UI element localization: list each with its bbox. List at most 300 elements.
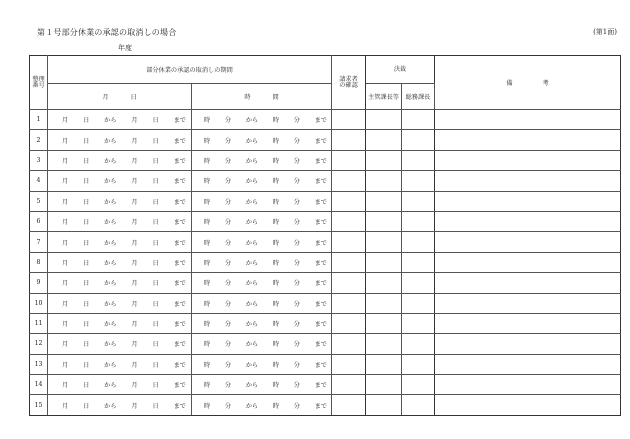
staff-approval-cell[interactable]	[402, 354, 435, 374]
time-part: まで	[314, 157, 327, 165]
date-part: 日	[152, 198, 159, 206]
date-part: まで	[173, 341, 186, 349]
time-part: 分	[224, 239, 232, 247]
header-period: 部分休業の承認の取消しの期間	[48, 56, 332, 84]
date-range-cell[interactable]	[48, 313, 192, 333]
time-part: 分	[293, 361, 300, 369]
time-part: 分	[293, 157, 300, 165]
time-range-cell[interactable]	[192, 334, 332, 354]
time-range-cell[interactable]	[192, 395, 332, 415]
time-part: 時	[272, 382, 279, 390]
remarks-cell[interactable]	[435, 293, 621, 313]
date-range-cell[interactable]	[48, 252, 192, 272]
manager-approval-cell[interactable]	[366, 273, 402, 293]
applicant-confirm-cell[interactable]	[332, 150, 366, 170]
date-range-cell[interactable]	[48, 110, 192, 130]
date-part: 日	[152, 321, 159, 329]
manager-approval-cell[interactable]	[366, 375, 402, 395]
date-part: 月	[131, 239, 138, 247]
applicant-confirm-cell[interactable]	[332, 171, 366, 191]
staff-approval-cell[interactable]	[402, 313, 435, 333]
time-part: から	[245, 239, 259, 247]
staff-approval-cell[interactable]	[402, 232, 435, 252]
time-part: 分	[224, 157, 232, 165]
time-part: 分	[224, 280, 232, 288]
table-row	[30, 252, 621, 272]
time-part: まで	[314, 239, 327, 247]
manager-approval-cell[interactable]	[366, 211, 402, 231]
time-part: 時	[204, 157, 211, 165]
row-number: 14	[30, 375, 48, 395]
staff-approval-cell[interactable]	[402, 334, 435, 354]
time-part: 時	[204, 219, 211, 227]
date-part: 日	[83, 341, 90, 349]
date-part: 日	[83, 402, 90, 410]
time-part: から	[245, 137, 259, 145]
time-range-cell[interactable]	[192, 252, 332, 272]
date-range-cell[interactable]	[48, 171, 192, 191]
date-part: から	[104, 137, 117, 145]
date-part: 日	[83, 157, 90, 165]
date-part: 日	[83, 137, 90, 145]
manager-approval-cell[interactable]	[366, 171, 402, 191]
row-number: 15	[30, 395, 48, 415]
time-part: 時	[272, 198, 279, 206]
time-part: 分	[293, 219, 300, 227]
table-row	[30, 334, 621, 354]
date-part: 月	[131, 361, 138, 369]
date-part: 日	[152, 137, 159, 145]
row-number: 13	[30, 354, 48, 374]
time-part: まで	[314, 137, 327, 145]
date-part: 日	[83, 117, 90, 125]
date-part: まで	[173, 259, 186, 267]
date-range-cell[interactable]	[48, 232, 192, 252]
date-part: 月	[131, 219, 138, 227]
date-range-cell[interactable]	[48, 273, 192, 293]
time-part: 分	[224, 259, 232, 267]
time-part: 時	[272, 259, 279, 267]
remarks-cell[interactable]	[435, 354, 621, 374]
date-part: 月	[62, 259, 69, 267]
time-part: 分	[293, 198, 300, 206]
time-part: 分	[224, 178, 232, 186]
remarks-cell[interactable]	[435, 313, 621, 333]
time-part: まで	[314, 361, 327, 369]
time-part: 分	[224, 198, 232, 206]
time-part: まで	[314, 300, 327, 308]
time-part: まで	[314, 382, 327, 390]
time-part: 分	[293, 259, 300, 267]
time-part: 時	[272, 300, 279, 308]
date-part: 月	[62, 361, 69, 369]
table-row	[30, 293, 621, 313]
table-row	[30, 130, 621, 150]
time-part: から	[245, 198, 259, 206]
date-part: 月	[131, 280, 138, 288]
time-part: 時	[272, 137, 279, 145]
date-part: 月	[62, 280, 69, 288]
date-part: 日	[152, 178, 159, 186]
time-part: から	[245, 300, 259, 308]
header-manager: 主管課長等	[366, 84, 402, 110]
row-number: 3	[30, 150, 48, 170]
date-part: 月	[62, 321, 69, 329]
staff-approval-cell[interactable]	[402, 150, 435, 170]
time-part: 時	[272, 117, 279, 125]
time-part: まで	[314, 321, 327, 329]
date-part: から	[104, 157, 117, 165]
manager-approval-cell[interactable]	[366, 232, 402, 252]
remarks-cell[interactable]	[435, 375, 621, 395]
date-part: 月	[131, 117, 138, 125]
remarks-cell[interactable]	[435, 252, 621, 272]
date-part: 日	[152, 157, 159, 165]
manager-approval-cell[interactable]	[366, 334, 402, 354]
time-range-cell[interactable]	[192, 110, 332, 130]
date-part: まで	[173, 300, 186, 308]
staff-approval-cell[interactable]	[402, 110, 435, 130]
table-row	[30, 273, 621, 293]
date-part: 日	[83, 219, 90, 227]
row-number: 9	[30, 273, 48, 293]
time-part: まで	[314, 259, 327, 267]
time-range-cell[interactable]	[192, 150, 332, 170]
time-part: 時	[204, 361, 211, 369]
date-part: まで	[173, 198, 186, 206]
time-range-cell[interactable]	[192, 171, 332, 191]
time-part: 時	[204, 137, 211, 145]
time-part: 分	[293, 280, 300, 288]
time-part: 分	[293, 178, 300, 186]
header-decision: 決裁	[366, 56, 435, 84]
manager-approval-cell[interactable]	[366, 191, 402, 211]
staff-approval-cell[interactable]	[402, 375, 435, 395]
header-staff: 総務課長	[402, 84, 435, 110]
time-range-cell[interactable]	[192, 354, 332, 374]
date-part: から	[104, 402, 117, 410]
time-part: 時	[204, 259, 211, 267]
time-range-cell[interactable]	[192, 130, 332, 150]
manager-approval-cell[interactable]	[366, 150, 402, 170]
time-part: から	[245, 157, 259, 165]
time-part: 分	[224, 219, 232, 227]
time-part: 時	[204, 280, 211, 288]
date-part: 月	[131, 300, 138, 308]
manager-approval-cell[interactable]	[366, 130, 402, 150]
date-range-cell[interactable]	[48, 150, 192, 170]
date-range-cell[interactable]	[48, 191, 192, 211]
time-part: 分	[224, 382, 232, 390]
remarks-cell[interactable]	[435, 171, 621, 191]
time-part: 分	[224, 402, 232, 410]
time-part: から	[245, 341, 259, 349]
date-range-cell[interactable]	[48, 354, 192, 374]
date-part: まで	[173, 382, 186, 390]
date-part: 日	[152, 300, 159, 308]
document-title: 第１号部分休業の承認の取消しの場合	[37, 28, 177, 37]
date-part: 月	[131, 178, 138, 186]
remarks-cell[interactable]	[435, 211, 621, 231]
time-part: 時	[272, 178, 279, 186]
page-label: (第1面)	[593, 28, 617, 36]
date-range-cell[interactable]	[48, 211, 192, 231]
remarks-cell[interactable]	[435, 110, 621, 130]
staff-approval-cell[interactable]	[402, 395, 435, 415]
time-part: から	[245, 361, 259, 369]
date-part: から	[104, 198, 117, 206]
row-number: 4	[30, 171, 48, 191]
date-part: 月	[131, 341, 138, 349]
staff-approval-cell[interactable]	[402, 171, 435, 191]
time-part: 時	[204, 341, 211, 349]
time-part: 分	[224, 137, 232, 145]
time-part: 分	[293, 137, 300, 145]
row-number: 8	[30, 252, 48, 272]
applicant-confirm-cell[interactable]	[332, 130, 366, 150]
applicant-confirm-cell[interactable]	[332, 232, 366, 252]
date-part: 月	[62, 157, 69, 165]
date-part: から	[104, 239, 117, 247]
date-range-cell[interactable]	[48, 395, 192, 415]
date-part: まで	[173, 402, 186, 410]
date-part: 月	[62, 178, 69, 186]
date-part: 日	[152, 239, 159, 247]
time-part: 時	[204, 178, 211, 186]
time-part: 分	[293, 402, 300, 410]
date-part: 月	[131, 402, 138, 410]
time-part: 分	[224, 117, 232, 125]
date-part: 日	[152, 382, 159, 390]
date-part: 月	[131, 321, 138, 329]
time-part: 時	[272, 219, 279, 227]
date-part: 日	[83, 239, 90, 247]
manager-approval-cell[interactable]	[366, 313, 402, 333]
remarks-cell[interactable]	[435, 150, 621, 170]
date-part: から	[104, 117, 117, 125]
date-part: 月	[131, 157, 138, 165]
table-row	[30, 191, 621, 211]
time-part: から	[245, 219, 259, 227]
header-applicant	[332, 56, 366, 110]
time-part: 分	[293, 341, 300, 349]
date-part: まで	[173, 178, 186, 186]
date-part: 月	[62, 300, 69, 308]
time-range-cell[interactable]	[192, 211, 332, 231]
date-part: まで	[173, 137, 186, 145]
time-part: 時	[204, 382, 211, 390]
row-number: 12	[30, 334, 48, 354]
date-part: 日	[83, 321, 90, 329]
time-part: 時	[272, 402, 279, 410]
date-part: から	[104, 361, 117, 369]
date-part: 日	[152, 341, 159, 349]
cancellation-register-table	[29, 55, 621, 416]
date-range-cell[interactable]	[48, 130, 192, 150]
time-part: まで	[314, 198, 327, 206]
remarks-cell[interactable]	[435, 130, 621, 150]
time-part: まで	[314, 219, 327, 227]
time-range-cell[interactable]	[192, 232, 332, 252]
date-part: 日	[83, 361, 90, 369]
remarks-cell[interactable]	[435, 232, 621, 252]
remarks-cell[interactable]	[435, 395, 621, 415]
remarks-cell[interactable]	[435, 334, 621, 354]
table-row	[30, 375, 621, 395]
date-part: まで	[173, 157, 186, 165]
date-part: から	[104, 219, 117, 227]
manager-approval-cell[interactable]	[366, 110, 402, 130]
table-row	[30, 171, 621, 191]
date-part: 月	[62, 219, 69, 227]
manager-approval-cell[interactable]	[366, 395, 402, 415]
date-part: 月	[62, 137, 69, 145]
date-part: まで	[173, 280, 186, 288]
time-part: 分	[293, 117, 300, 125]
header-remarks: 備 考	[435, 56, 621, 110]
time-part: 時	[204, 198, 211, 206]
time-part: 分	[293, 382, 300, 390]
time-part: 分	[224, 321, 232, 329]
table-row	[30, 354, 621, 374]
manager-approval-cell[interactable]	[366, 293, 402, 313]
header-applicant-line2: の確認	[339, 81, 358, 89]
manager-approval-cell[interactable]	[366, 354, 402, 374]
time-range-cell[interactable]	[192, 313, 332, 333]
row-number: 2	[30, 130, 48, 150]
time-part: から	[245, 402, 259, 410]
staff-approval-cell[interactable]	[402, 252, 435, 272]
applicant-confirm-cell[interactable]	[332, 191, 366, 211]
date-part: 月	[131, 198, 138, 206]
applicant-confirm-cell[interactable]	[332, 375, 366, 395]
date-part: から	[104, 300, 117, 308]
applicant-confirm-cell[interactable]	[332, 211, 366, 231]
date-part: 日	[83, 178, 90, 186]
time-part: 時	[272, 321, 279, 329]
table-row	[30, 395, 621, 415]
row-number: 11	[30, 313, 48, 333]
date-part: 月	[62, 402, 69, 410]
applicant-confirm-cell[interactable]	[332, 252, 366, 272]
row-number: 10	[30, 293, 48, 313]
applicant-confirm-cell[interactable]	[332, 313, 366, 333]
applicant-confirm-cell[interactable]	[332, 293, 366, 313]
date-part: 月	[62, 117, 69, 125]
header-number-line2: 番号	[32, 81, 45, 89]
time-part: 時	[204, 117, 211, 125]
time-part: 時	[204, 300, 211, 308]
time-part: 分	[293, 300, 300, 308]
date-part: まで	[173, 239, 186, 247]
date-range-cell[interactable]	[48, 334, 192, 354]
date-range-cell[interactable]	[48, 375, 192, 395]
date-part: から	[104, 382, 117, 390]
date-part: 月	[131, 259, 138, 267]
date-part: 月	[62, 382, 69, 390]
time-part: 分	[293, 239, 300, 247]
date-part: から	[104, 280, 117, 288]
staff-approval-cell[interactable]	[402, 130, 435, 150]
date-part: 日	[152, 219, 159, 227]
date-part: 日	[152, 361, 159, 369]
date-part: 日	[83, 259, 90, 267]
header-time: 時 間	[192, 84, 332, 110]
time-range-cell[interactable]	[192, 273, 332, 293]
time-part: 分	[224, 300, 232, 308]
time-part: から	[245, 259, 259, 267]
applicant-confirm-cell[interactable]	[332, 395, 366, 415]
row-number: 5	[30, 191, 48, 211]
time-part: 時	[272, 361, 279, 369]
year-label: 年度	[118, 44, 132, 52]
time-part: 分	[293, 321, 300, 329]
time-part: から	[245, 117, 259, 125]
row-number: 6	[30, 211, 48, 231]
date-part: まで	[173, 117, 186, 125]
staff-approval-cell[interactable]	[402, 293, 435, 313]
header-date: 月 日	[48, 84, 192, 110]
applicant-confirm-cell[interactable]	[332, 354, 366, 374]
table-row	[30, 313, 621, 333]
time-part: から	[245, 178, 259, 186]
date-part: 日	[83, 300, 90, 308]
date-part: 日	[152, 259, 159, 267]
date-part: 月	[62, 198, 69, 206]
time-range-cell[interactable]	[192, 293, 332, 313]
date-part: まで	[173, 361, 186, 369]
date-part: 日	[83, 382, 90, 390]
remarks-cell[interactable]	[435, 273, 621, 293]
time-part: から	[245, 382, 259, 390]
staff-approval-cell[interactable]	[402, 191, 435, 211]
date-part: から	[104, 341, 117, 349]
time-part: 時	[204, 321, 211, 329]
applicant-confirm-cell[interactable]	[332, 334, 366, 354]
date-part: 日	[152, 402, 159, 410]
time-range-cell[interactable]	[192, 375, 332, 395]
time-part: 時	[272, 280, 279, 288]
staff-approval-cell[interactable]	[402, 273, 435, 293]
header-number-line1: 整理	[32, 75, 45, 83]
time-part: まで	[314, 117, 327, 125]
header-applicant-line1: 請求者	[339, 75, 358, 83]
staff-approval-cell[interactable]	[402, 211, 435, 231]
applicant-confirm-cell[interactable]	[332, 110, 366, 130]
time-part: まで	[314, 280, 327, 288]
time-part: から	[245, 321, 259, 329]
row-number: 1	[30, 110, 48, 130]
time-part: 分	[224, 341, 232, 349]
time-part: まで	[314, 178, 327, 186]
date-range-cell[interactable]	[48, 293, 192, 313]
remarks-cell[interactable]	[435, 191, 621, 211]
time-range-cell[interactable]	[192, 191, 332, 211]
time-part: 分	[224, 361, 232, 369]
time-part: 時	[204, 239, 211, 247]
header-number	[30, 56, 48, 110]
time-part: 時	[272, 157, 279, 165]
date-part: 月	[131, 137, 138, 145]
date-part: 日	[83, 280, 90, 288]
time-part: 時	[272, 341, 279, 349]
date-part: 月	[62, 341, 69, 349]
date-part: 月	[131, 382, 138, 390]
manager-approval-cell[interactable]	[366, 252, 402, 272]
time-part: まで	[314, 402, 327, 410]
date-part: 日	[83, 198, 90, 206]
applicant-confirm-cell[interactable]	[332, 273, 366, 293]
